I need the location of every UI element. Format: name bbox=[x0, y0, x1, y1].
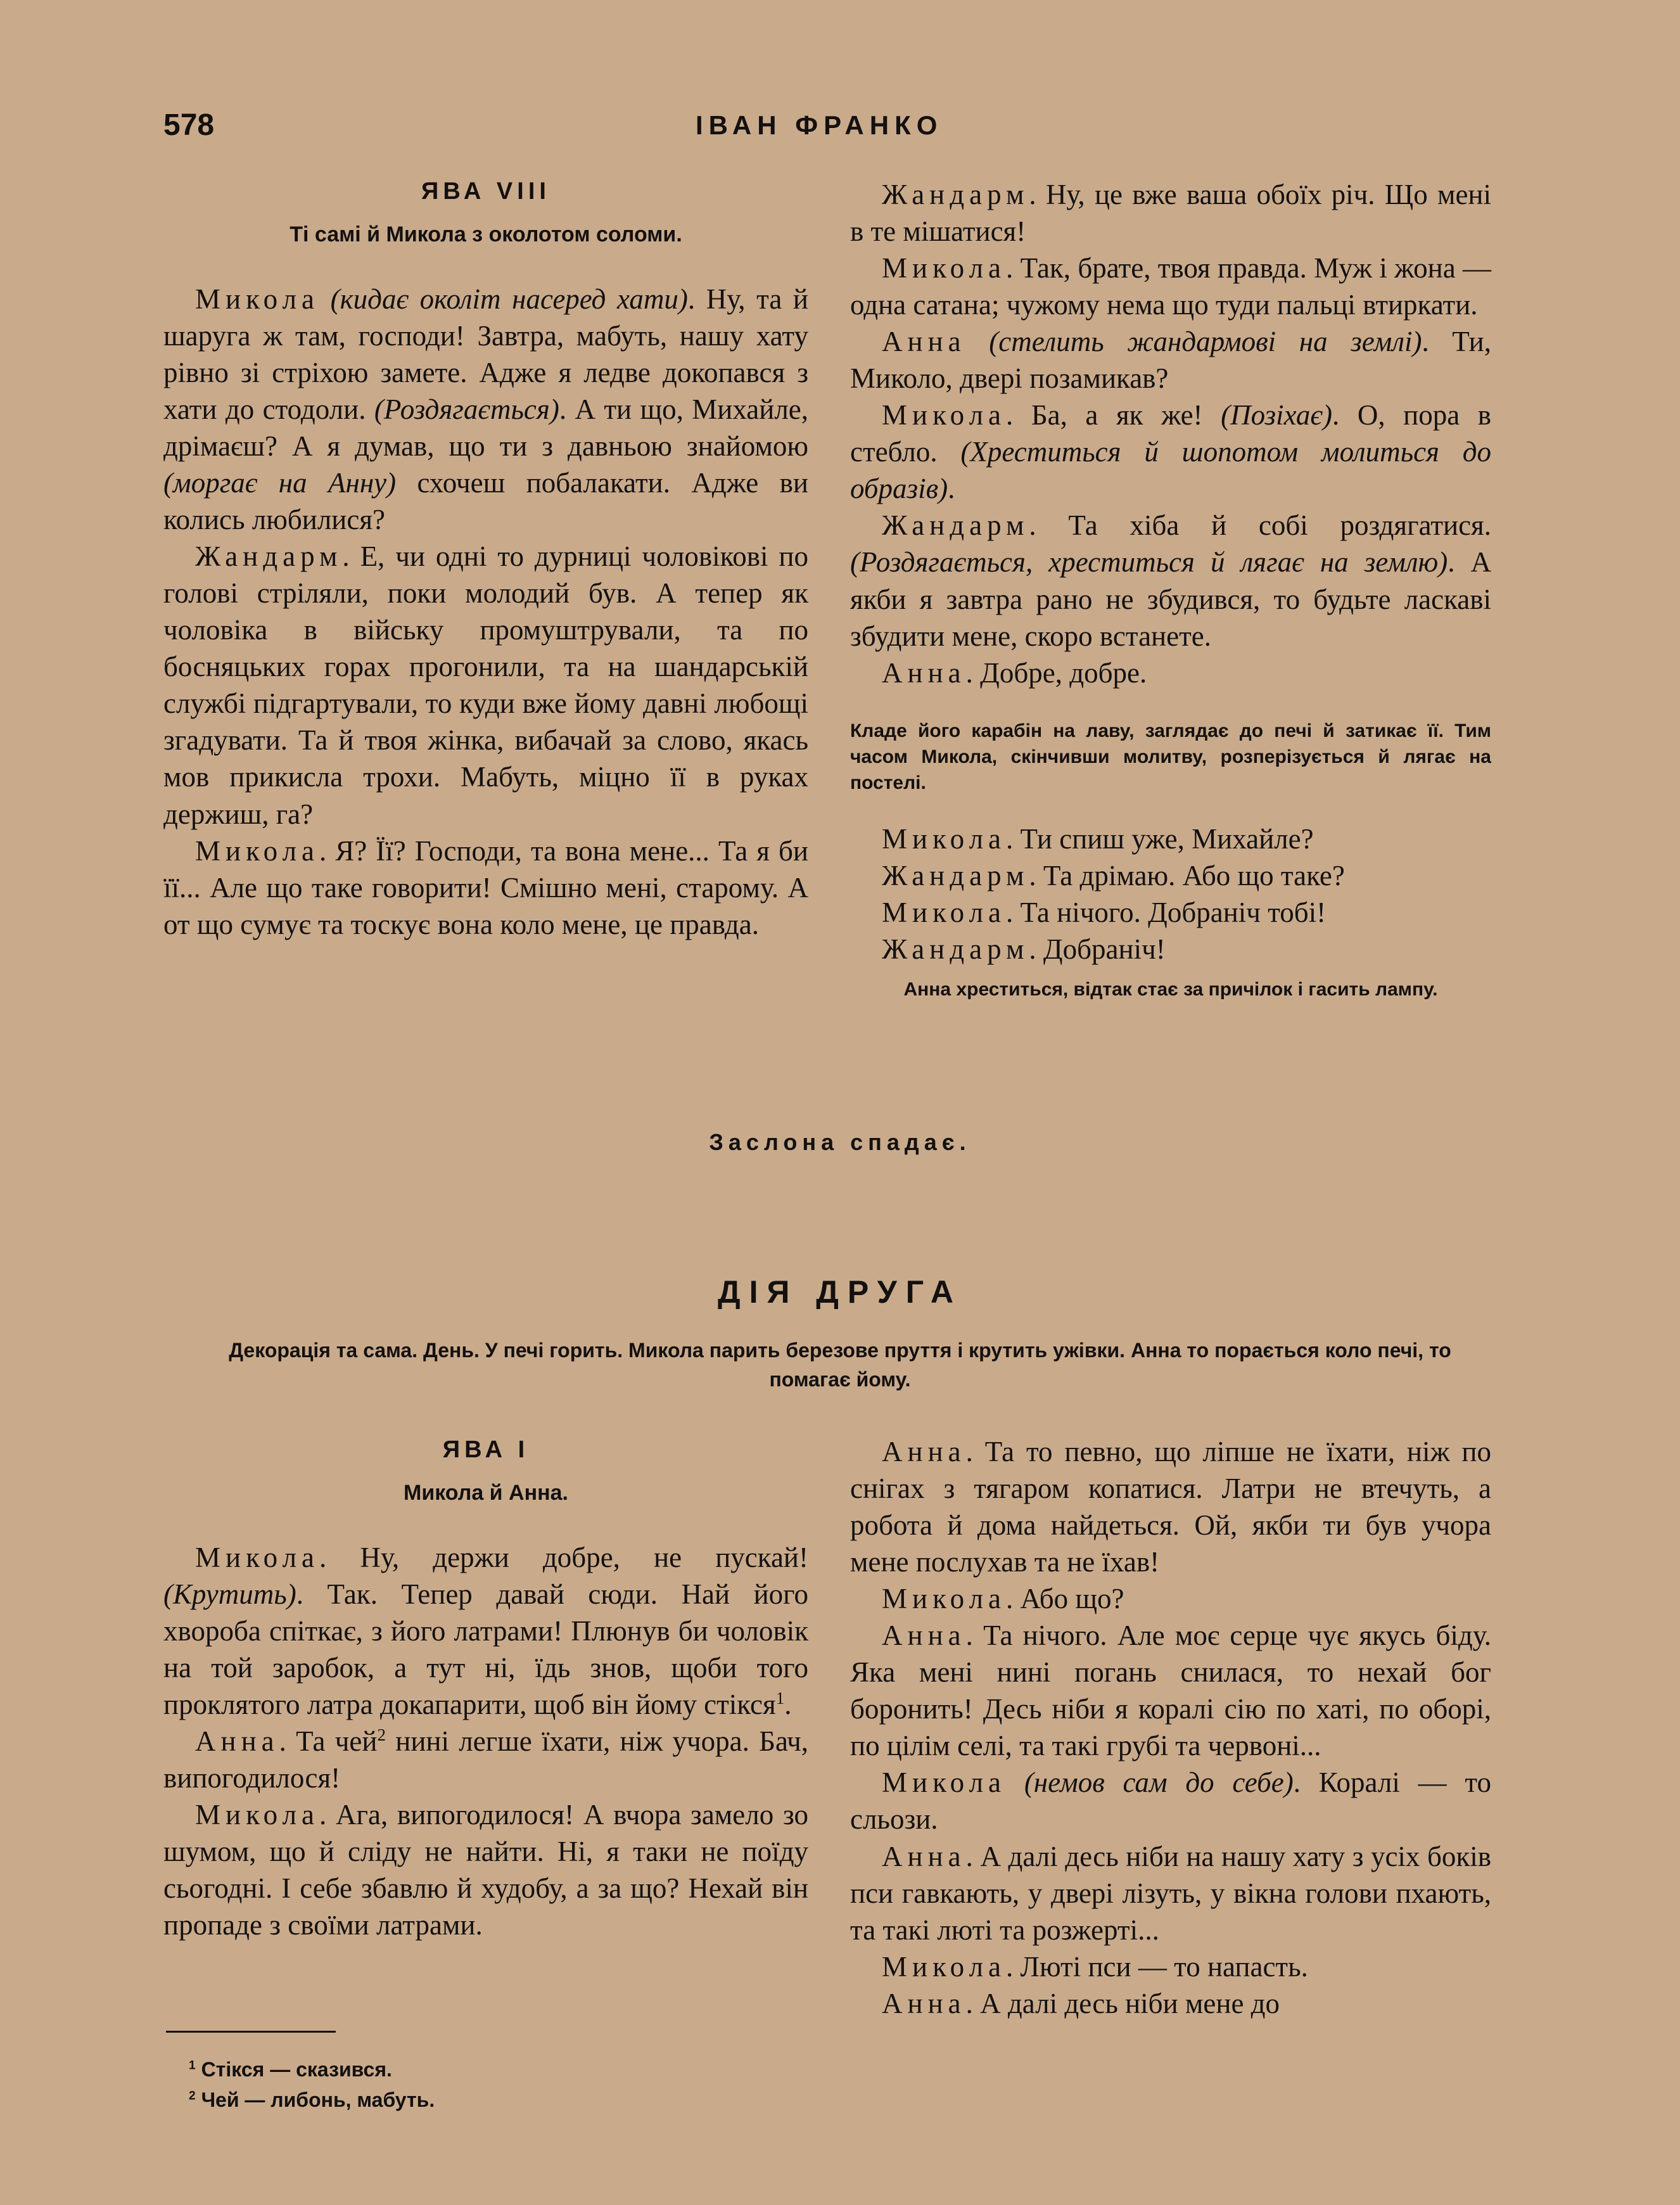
speaker-name: Микола bbox=[195, 834, 320, 867]
speech bbox=[850, 655, 1491, 691]
speech-text: . Та нічого. Добраніч тобі! bbox=[1006, 896, 1327, 928]
speech bbox=[163, 281, 808, 538]
footnote-mark: 1 bbox=[189, 2059, 196, 2073]
speaker-name: Микола bbox=[195, 1541, 320, 1573]
speech-text: . Добре, добре. bbox=[965, 656, 1147, 689]
stage-note: (Хреститься й шопотом молиться до образів) bbox=[850, 436, 1492, 505]
speech-text: . А далі десь ніби мене до bbox=[965, 1987, 1280, 2019]
speech bbox=[850, 1838, 1491, 1948]
speech bbox=[850, 931, 1491, 968]
stage-note: (Крутить) bbox=[163, 1578, 296, 1610]
scene-persons: Микола й Анна. bbox=[404, 1481, 568, 1505]
footnote-text: Чей — либонь, мабуть. bbox=[195, 2088, 435, 2111]
act-title: ДІЯ ДРУГА bbox=[717, 1274, 963, 1310]
footnote-text: Стікся — сказився. bbox=[195, 2058, 392, 2081]
speaker-name: Анна bbox=[195, 1725, 279, 1758]
scene-i-left-column bbox=[163, 1435, 808, 1943]
speech bbox=[850, 323, 1491, 397]
act-description: Декорація та сама. День. У печі горить. Микола парить березове пруття і крутить ужівки. Анна то порається коло печі, то помагає йому. bbox=[229, 1339, 1451, 1391]
speech-text: . Та чей bbox=[279, 1725, 378, 1758]
speech bbox=[850, 1985, 1491, 2022]
speech-text: . Та хіба й собі роздягатися. bbox=[1029, 509, 1491, 542]
speech bbox=[163, 1539, 808, 1723]
stage-note: (кидає околіт насеред хати) bbox=[330, 283, 688, 315]
speech-text: . bbox=[784, 1689, 792, 1721]
scene-viii-right-column bbox=[850, 176, 1491, 1002]
speech-text: . Ну, держи добре, не пускай! bbox=[319, 1541, 808, 1573]
footnote-ref[interactable]: 2 bbox=[377, 1725, 386, 1745]
stage-note: (Роздягається, хреститься й лягає на землю) bbox=[850, 546, 1448, 578]
stage-note: (моргає на Анну) bbox=[163, 467, 397, 499]
running-head: ІВАН ФРАНКО bbox=[696, 110, 943, 140]
footnote-ref[interactable]: 1 bbox=[775, 1689, 785, 1708]
speaker-name: Микола bbox=[882, 822, 1007, 855]
speech-text: нині легше їхати, ніж учора. Бач, випогодилося! bbox=[163, 1725, 808, 1794]
speaker-name: Микола bbox=[882, 1583, 1007, 1615]
footnotes bbox=[189, 2054, 759, 2115]
footnote-mark: 2 bbox=[189, 2089, 196, 2103]
stage-note: (Роздягається) bbox=[374, 393, 559, 426]
speech-text: . А далі десь ніби на нашу хату з усіх боків пси гавкають, у двері лізуть, у вікна голови пхають, та такі люті та розжерті... bbox=[850, 1840, 1491, 1946]
speech-text: . Так, брате, твоя правда. Муж і жона — одна сатана; чужому нема що туди пальці втиркати. bbox=[850, 252, 1491, 321]
scene-i-right-column bbox=[850, 1433, 1491, 2022]
speech bbox=[850, 176, 1491, 250]
speech-text: . Ба, а як же! bbox=[1006, 399, 1221, 431]
scene-persons: Ті самі й Микола з околотом соломи. bbox=[290, 222, 682, 247]
speech-text: . Коралі — то сльози. bbox=[850, 1767, 1491, 1836]
speaker-name: Анна bbox=[882, 326, 966, 358]
speech bbox=[850, 1948, 1491, 1985]
speech-text: . Добраніч! bbox=[1029, 933, 1166, 965]
speech bbox=[850, 250, 1491, 323]
speech-text: . Ага, випогодилося! А вчора замело зо шумом, що й сліду не найти. Ні, я таки не поїду сьогодні. І себе збавлю й худобу, а за що? Нехай він пропаде з своїми латрами. bbox=[163, 1799, 808, 1941]
footnote bbox=[189, 2054, 759, 2085]
speaker-name: Микола bbox=[882, 1767, 1007, 1799]
footnote-divider bbox=[166, 2031, 336, 2033]
scene-viii-left-column bbox=[163, 176, 808, 943]
page-header bbox=[163, 108, 1494, 146]
speaker-name: Жандарм bbox=[882, 933, 1029, 965]
speech-text: . О, пора в стебло. bbox=[850, 399, 1491, 468]
speaker-name: Анна bbox=[882, 1840, 966, 1872]
speech-text: . А ти що, Михайле, дрімаєш? А я думав, що ти з давньою знайомою bbox=[163, 393, 808, 463]
speech bbox=[163, 1723, 808, 1796]
stage-note: (немов сам до себе) bbox=[1024, 1767, 1294, 1799]
speech bbox=[850, 857, 1491, 894]
scene-title: ЯВА І bbox=[442, 1436, 530, 1463]
speaker-name: Анна bbox=[882, 1987, 966, 2019]
speech-text: . Люті пси — то напасть. bbox=[1006, 1950, 1308, 1983]
speech-text: . Е, чи одні то дурниці чоловікові по голові стріляли, поки молодий був. А тепер як чоловіка в війську промуштрували, та по босняцьких горах прогонили, та на шандарській службі підгартували, то куди вже йому давні любощі згадувати. Та й твоя жінка, вибачай за слово, якась мов прикисла трохи. Мабуть, міцно її в руках держиш, га? bbox=[163, 540, 808, 830]
speech-text: . Так. Тепер давай сюди. Най його хвороба спіткає, з його латрами! Плюнув би чоловік на той заробок, а тут ні, їдь знов, щоби того проклятого латра докапарити, щоб він йому стікся bbox=[163, 1578, 808, 1721]
page-number: 578 bbox=[163, 108, 215, 142]
speech-text: . Я? Її? Господи, та вона мене... Та я би її... Але що таке говорити! Смішно мені, старому. А от що сумує та тоскує вона коло мене, це правда. bbox=[163, 834, 808, 940]
speech-text: . bbox=[948, 473, 955, 505]
speaker-name: Жандарм bbox=[195, 540, 343, 573]
stage-note: (Позіхає) bbox=[1221, 399, 1333, 431]
speaker-name: Микола bbox=[195, 1799, 320, 1831]
speaker-name: Анна bbox=[882, 1436, 966, 1467]
speech bbox=[163, 538, 808, 832]
speaker-name: Микола bbox=[882, 896, 1007, 928]
speech bbox=[850, 1617, 1491, 1764]
speech bbox=[163, 1796, 808, 1943]
speech-text: . А якби я завтра рано не збудився, то будьте ласкаві збудити мене, скоро встанете. bbox=[850, 546, 1492, 652]
speech-text: . Ти, Миколо, двері позамикав? bbox=[850, 326, 1491, 395]
speech-text: схочеш побалакати. Адже ви колись любилися? bbox=[163, 467, 808, 536]
speech-text: . Та дрімаю. Або що таке? bbox=[1029, 859, 1345, 892]
speaker-name: Жандарм bbox=[882, 509, 1029, 542]
footnote bbox=[189, 2085, 759, 2115]
stage-direction: Кладе його карабін на лаву, заглядає до печі й затикає її. Тим часом Микола, скінчивши молитву, розперізується й лягає на постелі. bbox=[850, 720, 1491, 794]
speech-text: . Та нічого. Але моє серце чує якусь біду. Яка мені нині погань снилася, то нехай бог боронить! Десь ніби я коралі сію по хаті, по оборі, по цілім селі, та такі грубі та червоні... bbox=[850, 1620, 1491, 1762]
speaker-name: Анна bbox=[882, 656, 966, 689]
speaker-name: Жандарм bbox=[882, 859, 1029, 892]
stage-direction: Анна хреститься, відтак стає за причілок і гасить лампу. bbox=[903, 979, 1438, 1000]
speaker-name: Анна bbox=[882, 1620, 966, 1652]
curtain-falls: Заслона спадає. bbox=[709, 1129, 971, 1155]
stage-note: (стелить жандармові на землі) bbox=[989, 326, 1422, 358]
speech-text: . Та то певно, що ліпше не їхати, ніж по снігах з тягаром копатися. Латри не втечуть, а робота й дома найдеться. Ой, якби ти був учора мене послухав та не їхав! bbox=[850, 1436, 1491, 1578]
speaker-name: Микола bbox=[882, 1950, 1007, 1983]
speaker-name: Микола bbox=[882, 399, 1007, 431]
speech-text: . Ну, це вже ваша обоїх річ. Що мені в те мішатися! bbox=[850, 179, 1491, 248]
speaker-name: Микола bbox=[882, 252, 1007, 284]
speech bbox=[850, 894, 1491, 931]
speaker-name: Жандарм bbox=[882, 179, 1029, 210]
speech bbox=[850, 1433, 1491, 1580]
speech-text: . Ну, та й шаруга ж там, господи! Завтра, мабуть, нашу хату рівно зі стріхою замете. Адже я ледве докопався з хати до стодоли. bbox=[163, 283, 809, 426]
speech bbox=[850, 397, 1491, 507]
speech bbox=[850, 1580, 1491, 1617]
speech-text: . Або що? bbox=[1006, 1583, 1124, 1615]
speech-text: . Ти спиш уже, Михайле? bbox=[1006, 822, 1314, 855]
speaker-name: Микола bbox=[195, 283, 320, 315]
speech bbox=[163, 833, 808, 943]
speech bbox=[850, 1764, 1491, 1838]
scene-title: ЯВА VIII bbox=[421, 178, 550, 205]
speech bbox=[850, 507, 1491, 654]
speech bbox=[850, 821, 1491, 857]
